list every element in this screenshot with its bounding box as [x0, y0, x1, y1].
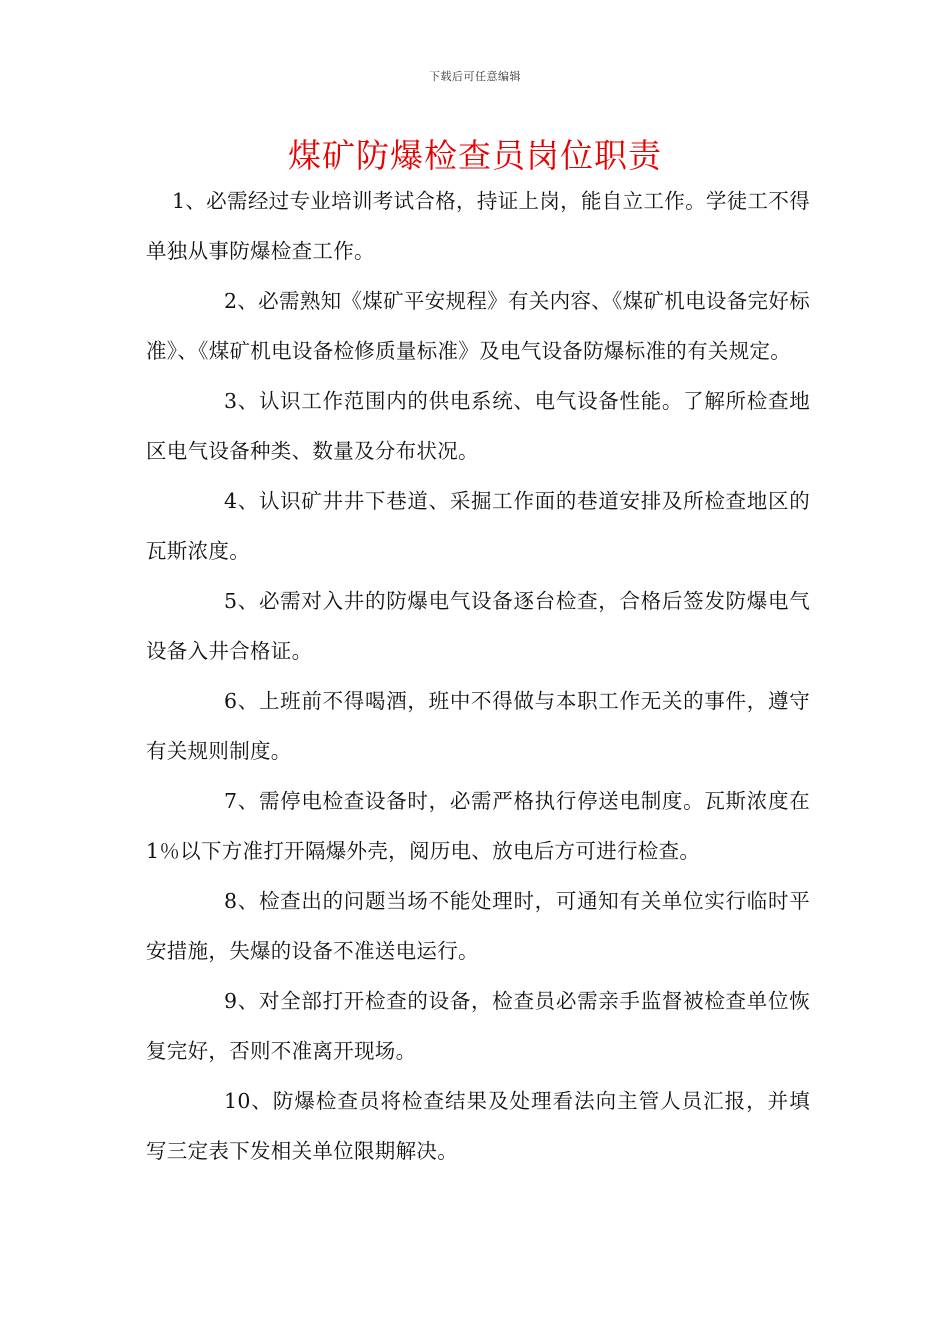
duty-paragraph-5: 5、必需对入井的防爆电气设备逐台检查，合格后签发防爆电气设备入井合格证。 — [146, 589, 810, 663]
duty-paragraph-4: 4、认识矿井井下巷道、采掘工作面的巷道安排及所检查地区的瓦斯浓度。 — [146, 489, 810, 563]
duty-paragraph-9: 9、对全部打开检查的设备，检查员必需亲手监督被检查单位恢复完好，否则不准离开现场。 — [146, 989, 810, 1063]
duty-paragraph-7: 7、需停电检查设备时，必需严格执行停送电制度。瓦斯浓度在 1％以下方准打开隔爆外壳，阅历电、放电后方可进行检查。 — [146, 789, 810, 863]
duty-paragraph-10: 10、防爆检查员将检查结果及处理看法向主管人员汇报，并填写三定表下发相关单位限期解决。 — [146, 1089, 810, 1163]
duty-paragraph-3: 3、认识工作范围内的供电系统、电气设备性能。了解所检查地区电气设备种类、数量及分布状况。 — [146, 389, 810, 463]
duty-paragraph-6: 6、上班前不得喝酒，班中不得做与本职工作无关的事件，遵守有关规则制度。 — [146, 689, 810, 763]
page-title: 煤矿防爆检查员岗位职责 — [288, 136, 662, 175]
duty-paragraph-1: 1、必需经过专业培训考试合格，持证上岗，能自立工作。学徒工不得单独从事防爆检查工作。 — [146, 189, 810, 263]
duty-list — [146, 176, 810, 1176]
header-note: 下载后可任意编辑 — [429, 70, 521, 83]
duty-paragraph-2: 2、必需熟知《煤矿平安规程》有关内容、《煤矿机电设备完好标准》、《煤矿机电设备检修质量标准》及电气设备防爆标准的有关规定。 — [146, 289, 810, 363]
duty-paragraph-8: 8、检查出的问题当场不能处理时，可通知有关单位实行临时平安措施，失爆的设备不准送电运行。 — [146, 889, 810, 963]
